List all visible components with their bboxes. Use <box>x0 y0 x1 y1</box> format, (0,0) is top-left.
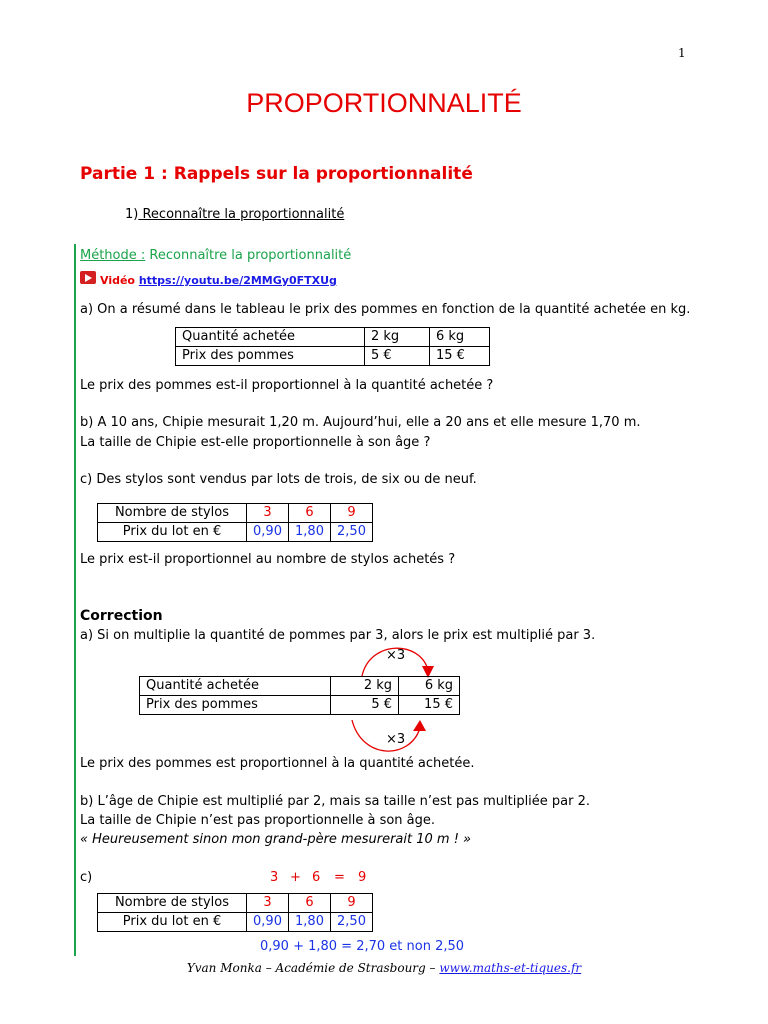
question-b-line2: La taille de Chipie est-elle proportionnelle à son âge ? <box>80 435 431 450</box>
table-cell: 0,90 <box>247 523 289 542</box>
table-row <box>98 913 373 932</box>
correction-c-label: c) <box>80 870 93 885</box>
correction-b-line2: La taille de Chipie n’est pas proportionnelle à son âge. <box>80 813 436 828</box>
table-cell: 5 € <box>331 696 399 715</box>
table-cell: Prix des pommes <box>140 696 331 715</box>
table-cell: 0,90 <box>247 913 289 932</box>
correction-heading: Correction <box>80 608 163 624</box>
sum-top-plus: + <box>290 870 301 885</box>
table-cell: 9 <box>331 504 373 523</box>
footer-text: Yvan Monka – Académie de Strasbourg – <box>186 961 440 975</box>
table-cell: 5 € <box>365 347 430 366</box>
section-number: 1) <box>125 207 139 222</box>
table-row <box>140 677 460 696</box>
table-cell: 1,80 <box>289 523 331 542</box>
table-cell: Quantité achetée <box>176 328 365 347</box>
footer <box>0 961 768 975</box>
table-cell: 6 <box>289 894 331 913</box>
sum-top-equals: = <box>334 870 345 885</box>
question-c-ask: Le prix est-il proportionnel au nombre de stylos achetés ? <box>80 552 456 567</box>
table-cell: 2 kg <box>331 677 399 696</box>
table-stylos-correction <box>97 893 373 932</box>
correction-a-conclusion: Le prix des pommes est proportionnel à la quantité achetée. <box>80 756 475 771</box>
correction-b-quote: « Heureusement sinon mon grand-père mesurerait 10 m ! » <box>80 832 472 847</box>
table-cell: Quantité achetée <box>140 677 331 696</box>
times-three-top: ×3 <box>386 648 406 663</box>
table-cell: 2 kg <box>365 328 430 347</box>
sum-bottom: 0,90 + 1,80 = 2,70 et non 2,50 <box>260 939 465 954</box>
table-pommes-correction <box>139 676 460 715</box>
table-row <box>140 696 460 715</box>
question-a-ask: Le prix des pommes est-il proportionnel à la quantité achetée ? <box>80 378 494 393</box>
table-cell: Prix du lot en € <box>98 523 247 542</box>
page-number: 1 <box>678 46 686 60</box>
table-cell: 15 € <box>430 347 490 366</box>
question-a: a) On a résumé dans le tableau le prix des pommes en fonction de la quantité achetée en kg. <box>80 302 691 317</box>
sum-top-result: 9 <box>358 870 367 885</box>
video-link[interactable]: https://youtu.be/2MMGy0FTXUg <box>138 274 337 287</box>
table-cell: 15 € <box>399 696 460 715</box>
table-row <box>98 894 373 913</box>
section-label: Reconnaître la proportionnalité <box>138 207 345 222</box>
table-cell: 1,80 <box>289 913 331 932</box>
table-cell: 6 kg <box>430 328 490 347</box>
table-cell: Nombre de stylos <box>98 894 247 913</box>
correction-b-line1: b) L’âge de Chipie est multiplié par 2, mais sa taille n’est pas multipliée par 2. <box>80 794 591 809</box>
table-cell: 2,50 <box>331 523 373 542</box>
sum-top-b: 6 <box>312 870 321 885</box>
method-label: Méthode : <box>80 248 146 263</box>
table-cell: Nombre de stylos <box>98 504 247 523</box>
table-cell: 3 <box>247 504 289 523</box>
arrowhead-bottom <box>413 720 426 731</box>
footer-link[interactable]: www.maths-et-tiques.fr <box>439 961 582 975</box>
table-cell: Prix des pommes <box>176 347 365 366</box>
table-cell: Prix du lot en € <box>98 913 247 932</box>
times-three-bottom: ×3 <box>386 732 406 747</box>
method-text: Reconnaître la proportionnalité <box>145 248 352 263</box>
question-b-line1: b) A 10 ans, Chipie mesurait 1,20 m. Aujourd’hui, elle a 20 ans et elle mesure 1,70 m. <box>80 415 641 430</box>
table-cell: 6 <box>289 504 331 523</box>
video-label: Vidéo <box>100 274 135 287</box>
page-title: PROPORTIONNALITÉ <box>246 88 522 118</box>
question-c: c) Des stylos sont vendus par lots de trois, de six ou de neuf. <box>80 472 477 487</box>
part-title: Partie 1 : Rappels sur la proportionnalité <box>80 164 473 184</box>
table-cell: 9 <box>331 894 373 913</box>
sum-top-a: 3 <box>270 870 279 885</box>
table-cell: 3 <box>247 894 289 913</box>
correction-a: a) Si on multiplie la quantité de pommes par 3, alors le prix est multiplié par 3. <box>80 628 596 643</box>
table-cell: 2,50 <box>331 913 373 932</box>
table-cell: 6 kg <box>399 677 460 696</box>
